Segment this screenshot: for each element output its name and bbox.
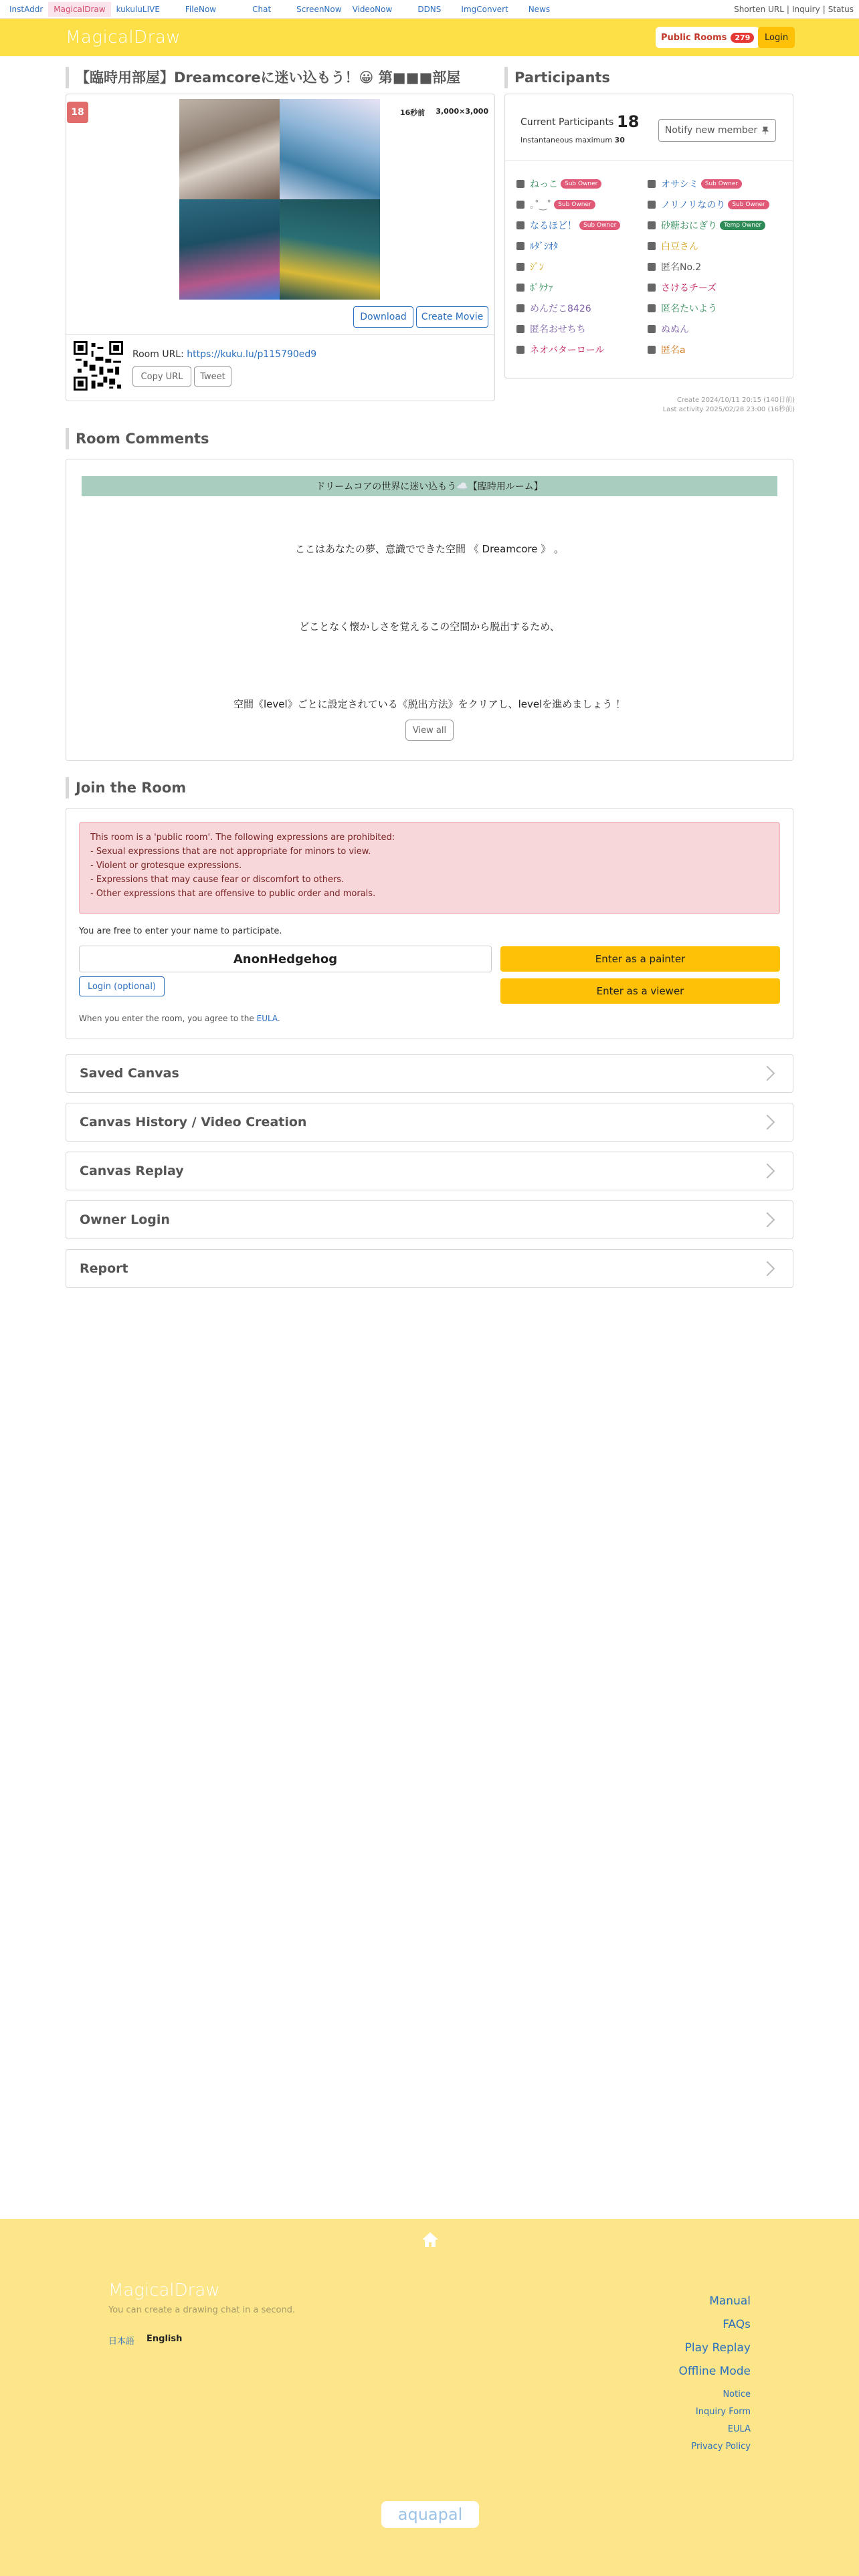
chevron-right-icon [760, 1164, 775, 1179]
participant-status-icon [648, 304, 656, 312]
participant-name: 匿名No.2 [661, 262, 702, 273]
participant-status-icon [648, 201, 656, 209]
view-all-button[interactable]: View all [405, 720, 454, 741]
nav-link-magicaldraw[interactable]: MagicalDraw [48, 2, 110, 17]
participant-status-icon [516, 304, 524, 312]
nav-link-ddns[interactable]: DDNS [417, 4, 442, 14]
participant-status-icon [516, 180, 524, 188]
comment-line: 空間《level》ごとに設定されている《脱出方法》をクリアし、levelを進めましょう ！ [233, 698, 626, 710]
participants-title: Participants [504, 67, 610, 88]
warning-line: This room is a 'public room'. The following expressions are prohibited: [90, 833, 395, 843]
participant-role-badge: Sub Owner [554, 200, 595, 209]
room-comments-panel [66, 459, 793, 761]
participant-name: さけるチーズ [661, 283, 717, 294]
divider [66, 334, 494, 335]
participant-item[interactable] [648, 259, 779, 274]
login-button[interactable]: Login [758, 27, 795, 48]
participant-item[interactable] [516, 177, 648, 191]
eula-link[interactable]: EULA [256, 1014, 278, 1023]
service-links [0, 2, 555, 17]
current-participants-label: Current Participants [520, 117, 614, 128]
free-name-hint: You are free to enter your name to participate. [79, 926, 282, 936]
participant-role-badge: Sub Owner [728, 200, 769, 209]
login-optional-button[interactable]: Login (optional) [79, 976, 165, 996]
chevron-right-icon [760, 1066, 775, 1081]
participant-list [516, 177, 784, 357]
participant-name: ノリノリなのり [661, 200, 726, 211]
room-url-label: Room URL: [132, 349, 184, 360]
canvas-thumbnail[interactable] [179, 99, 380, 300]
participant-item[interactable] [516, 301, 648, 316]
eula-prefix: When you enter the room, you agree to the [79, 1014, 254, 1023]
section-label: Saved Canvas [80, 1066, 179, 1081]
footer-tagline: You can create a drawing chat in a second. [108, 2305, 296, 2315]
participant-item[interactable] [516, 239, 648, 253]
participant-item[interactable] [516, 280, 648, 295]
saved-canvas-section[interactable] [66, 1054, 793, 1093]
participant-item[interactable] [516, 197, 648, 212]
current-participants-count: 18 [617, 112, 640, 131]
participant-item[interactable] [648, 322, 779, 336]
participant-status-icon [648, 180, 656, 188]
separator: | [822, 4, 826, 14]
participant-status-icon [516, 284, 524, 292]
room-url-link[interactable]: https://kuku.lu/p115790ed9 [187, 349, 317, 360]
aquapal-logo[interactable]: aquapal [381, 2501, 479, 2528]
participant-item[interactable] [648, 239, 779, 253]
canvas-history-section[interactable] [66, 1103, 793, 1142]
top-right-links [734, 5, 859, 14]
nav-link-filenow[interactable]: FileNow [185, 4, 217, 14]
footer-main-links [679, 2290, 751, 2383]
enter-as-painter-button[interactable]: Enter as a painter [500, 946, 780, 972]
participant-status-icon [648, 346, 656, 354]
public-room-warning [79, 822, 780, 914]
footer-link-offline-mode[interactable]: Offline Mode [678, 2365, 751, 2378]
nav-link-videonow[interactable]: VideoNow [352, 4, 393, 14]
room-title: 【臨時用部屋】Dreamcoreに迷い込もう！😀 第■■■部屋 [66, 67, 460, 88]
participant-name: 匿名a [661, 345, 686, 356]
participant-name: ﾙﾀﾞｼｵﾀ [530, 241, 558, 252]
participant-status-icon [516, 325, 524, 333]
footer-link-manual[interactable]: Manual [709, 2294, 751, 2308]
participant-status-icon [648, 325, 656, 333]
comment-heading: ドリームコアの世界に迷い込もう☁️【臨時用ルーム】 [82, 476, 777, 496]
footer-link-faqs[interactable]: FAQs [723, 2318, 751, 2331]
participant-status-icon [516, 346, 524, 354]
size-tag: 3,000×3,000 [432, 106, 492, 119]
thumbnail-tile [280, 99, 380, 199]
participant-item[interactable] [648, 280, 779, 295]
eula-suffix: . [277, 1014, 280, 1023]
lang-english[interactable]: English [147, 2334, 183, 2344]
nav-link-chat[interactable]: Chat [252, 4, 272, 14]
instant-max-count: 30 [614, 136, 625, 144]
participant-name: 白豆さん [661, 241, 698, 252]
participant-role-badge: Temp Owner [720, 221, 765, 230]
participant-name: めんだこ8426 [530, 304, 591, 314]
inquiry-link[interactable]: Inquiry [791, 4, 820, 14]
updated-tag: 16秒前 [396, 106, 429, 119]
public-rooms-label: Public Rooms [661, 32, 727, 43]
participant-status-icon [648, 221, 656, 229]
chevron-right-icon [760, 1261, 775, 1277]
participant-item[interactable] [648, 301, 779, 316]
nav-link-instaddr[interactable]: InstAddr [9, 4, 43, 14]
warning-line: - Other expressions that are offensive to public order and morals. [90, 889, 376, 899]
thumbnail-tags [396, 106, 492, 119]
participant-status-icon [516, 221, 524, 229]
lang-japanese[interactable]: 日本語 [108, 2337, 135, 2347]
room-comments-title: Room Comments [66, 428, 209, 449]
footer-link-inquiry-form[interactable]: Inquiry Form [695, 2407, 751, 2417]
participant-status-icon [516, 263, 524, 271]
participant-name: ねっこ [530, 179, 558, 190]
participant-item[interactable] [648, 342, 779, 357]
notify-new-member-button[interactable] [658, 119, 776, 142]
chevron-right-icon [760, 1115, 775, 1130]
participant-item[interactable] [516, 342, 648, 357]
participant-item[interactable] [516, 218, 648, 233]
section-label: Owner Login [80, 1212, 170, 1227]
report-section[interactable] [66, 1249, 793, 1288]
participant-item[interactable] [516, 259, 648, 274]
warning-line: - Violent or grotesque expressions. [90, 861, 242, 871]
participant-name: 砂糖おにぎり [661, 221, 717, 231]
age-badge: 18 [67, 102, 88, 123]
participant-name: ｼﾞﾝ [530, 262, 544, 273]
participant-name: なるほど！ [530, 221, 577, 231]
participant-status-icon [648, 263, 656, 271]
participant-name: オサシミ [661, 179, 698, 190]
join-room-title: Join the Room [66, 777, 186, 798]
nav-link-screennow[interactable]: ScreenNow [296, 4, 342, 14]
room-created: Create 2024/10/11 20:15 (140日前) [676, 397, 795, 404]
public-rooms-button[interactable] [656, 27, 759, 48]
create-movie-button[interactable]: Create Movie [416, 306, 488, 328]
participant-status-icon [648, 284, 656, 292]
thumbnail-tile [179, 99, 280, 199]
nav-link-kukululive[interactable]: kukuluLIVE [116, 4, 160, 14]
participant-name: ﾎﾞｹﾅｧ [530, 283, 553, 294]
participant-item[interactable] [516, 322, 648, 336]
footer-sub-links [691, 2386, 751, 2456]
footer-link-notice[interactable]: Notice [723, 2389, 751, 2399]
comment-line: ここはあなたの夢、意識でできた空間 《 Dreamcore 》 。 [295, 543, 564, 555]
warning-line: - Sexual expressions that are not appropriate for minors to view. [90, 847, 371, 857]
app-header [0, 19, 859, 56]
participant-name: 匿名たいよう [661, 304, 717, 314]
instant-max [520, 136, 625, 144]
section-label: Canvas History / Video Creation [80, 1115, 307, 1130]
copy-url-button[interactable]: Copy URL [132, 366, 191, 387]
download-button[interactable]: Download [353, 306, 413, 328]
instant-max-label: Instantaneous maximum [520, 136, 613, 144]
participant-status-icon [516, 201, 524, 209]
participant-role-badge: Sub Owner [561, 179, 601, 189]
participant-status-icon [648, 242, 656, 250]
separator: | [786, 4, 789, 14]
owner-login-section[interactable] [66, 1200, 793, 1239]
eula-notice [79, 1014, 280, 1023]
comment-line: どことなく懐かしさを覚えるこの空間から脱出するため、 [299, 621, 560, 633]
participant-role-badge: Sub Owner [701, 179, 742, 189]
canvas-replay-section[interactable] [66, 1152, 793, 1190]
qr-code-icon [74, 341, 123, 391]
tweet-button[interactable]: Tweet [194, 366, 231, 387]
room-url-row [132, 349, 316, 360]
participant-role-badge: Sub Owner [579, 221, 620, 230]
footer-link-privacy-policy[interactable]: Privacy Policy [691, 2442, 751, 2452]
footer-link-eula[interactable]: EULA [727, 2424, 751, 2434]
home-icon[interactable] [421, 2231, 439, 2248]
participant-item[interactable] [648, 177, 779, 191]
chevron-right-icon [760, 1212, 775, 1228]
participant-status-icon [516, 242, 524, 250]
name-input[interactable]: AnonHedgehog [79, 946, 492, 972]
participant-item[interactable] [648, 197, 779, 212]
thumbnail-tile [179, 199, 280, 300]
participant-item[interactable] [648, 218, 779, 233]
participant-name: ネオバターロール [530, 345, 605, 356]
participant-name: ぬぬん [661, 324, 689, 335]
divider [505, 160, 793, 161]
nav-link-imgconvert[interactable]: ImgConvert [461, 4, 508, 14]
nav-link-news[interactable]: News [528, 4, 551, 14]
footer-logo[interactable]: MagicalDraw [108, 2280, 220, 2300]
warning-line: - Expressions that may cause fear or discomfort to others. [90, 875, 345, 885]
footer-link-play-replay[interactable]: Play Replay [684, 2341, 751, 2355]
status-link[interactable]: Status [828, 4, 854, 14]
participant-name: 匿名おせちち [530, 324, 586, 335]
pin-icon [761, 126, 769, 134]
thumbnail-tile [280, 199, 380, 300]
public-rooms-count: 279 [731, 33, 754, 43]
app-logo[interactable]: MagicalDraw [66, 27, 181, 47]
section-label: Canvas Replay [80, 1164, 184, 1178]
participant-name: ｡˚‿˚ [530, 200, 552, 211]
notify-label: Notify new member [664, 125, 758, 136]
enter-as-viewer-button[interactable]: Enter as a viewer [500, 978, 780, 1004]
shorten-url-link[interactable]: Shorten URL [734, 4, 784, 14]
section-label: Report [80, 1261, 128, 1276]
top-nav [0, 0, 859, 19]
room-last-activity: Last activity 2025/02/28 23:00 (16秒前) [662, 406, 795, 413]
language-switch [108, 2334, 182, 2347]
